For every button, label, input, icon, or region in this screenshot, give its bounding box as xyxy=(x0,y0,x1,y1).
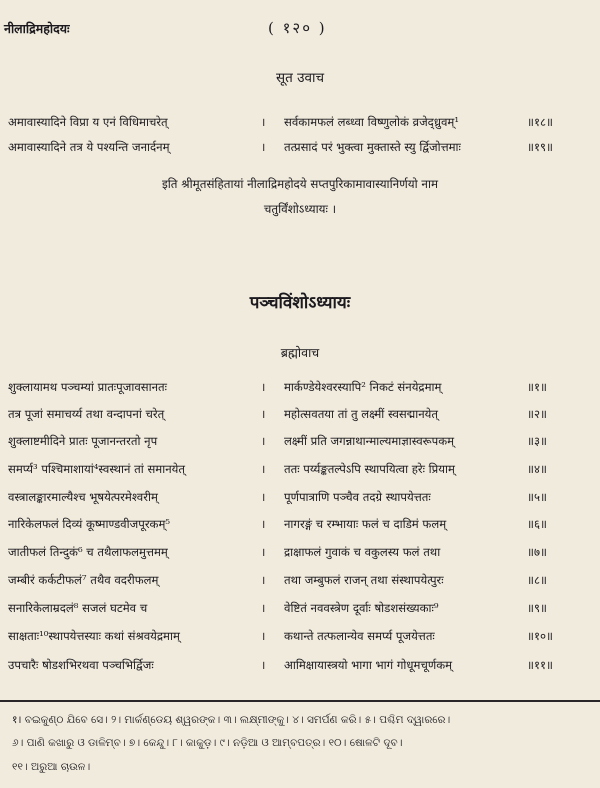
verse-first-half: जातीफलं तिन्दुकं⁶ च तथैलाफलमुत्तमम् xyxy=(8,545,168,559)
verse-danda: । xyxy=(261,545,266,559)
section1-speaker: सूत उवाच xyxy=(275,70,325,86)
footnote-line: १। ବଇକୁଣ୍ଠ ଯିବେ ସେ। ୨। ମାର୍କଣ୍ଡେୟ ଶ୍ୱରଙ୍କ। ୩। ଲକ୍ଷ୍ମୀଙ୍କୁ। ୪। ସମର୍ପଣ କରି। ୫। ପଶ୍ଚିମ ଦ୍ୱାରରେ। xyxy=(12,714,451,726)
verse-line xyxy=(0,434,600,456)
verse-line xyxy=(0,380,600,402)
verse-first-half: अमावास्यादिने विप्रा य एनं विधिमाचरेत् xyxy=(8,115,168,129)
verse-first-half: जम्बीरं कर्कटीफलं⁷ तथैव वदरीफलम् xyxy=(8,573,159,587)
footnote-line: ୧୧। ଅରୁଆ ଚାଉଳ। xyxy=(12,761,91,773)
verse-second-half: तथा जम्बुफलं राजन् तथा संस्थापयेत्पुरः xyxy=(284,573,444,587)
verse-line xyxy=(0,601,600,623)
verse-first-half: नारिकेलफलं दिव्यं कूष्माण्डवीजपूरकम्⁵ xyxy=(8,517,171,531)
verse-line xyxy=(0,115,600,137)
verse-second-half: तत्प्रसादं परं भुक्त्वा मुक्तास्ते स्यु र्द्विजोत्तमाः xyxy=(284,140,461,154)
verse-second-half: लक्ष्मीं प्रति जगन्नाथान्माल्यमाज्ञास्वरूपकम् xyxy=(284,434,455,448)
page-number: ( १२० ) xyxy=(268,19,327,37)
verse-danda: । xyxy=(261,140,266,154)
verse-number: ॥६॥ xyxy=(527,517,547,531)
verse-second-half: पूर्णपात्राणि पञ्चैव तदग्रे स्थापयेत्ततः xyxy=(284,490,431,504)
verse-second-half: वेष्टितं नववस्त्रेण दूर्वाः षोडशसंख्यकाः⁹ xyxy=(284,601,439,615)
verse-danda: । xyxy=(261,517,266,531)
verse-number: ॥५॥ xyxy=(527,490,547,504)
verse-second-half: नागरङ्गं च रम्भायाः फलं च दाडिमं फलम् xyxy=(284,517,447,531)
footnote-line: ୬। ପାଣି କଖାରୁ ଓ ଡାଳିମ୍ବ। ୭। କେନ୍ଦୁ। ୮। କାକୁଡ଼। ୯। ନଡ଼ିଆ ଓ ଆମ୍ବପତ୍ର। ୧୦। ଷୋଳଟି ଦୂବ। xyxy=(12,737,403,749)
verse-second-half: आमिक्षायास्त्रयो भागा भागं गोधूमचूर्णकम् xyxy=(284,658,453,672)
verse-danda: । xyxy=(261,573,266,587)
verse-number: ॥९॥ xyxy=(527,601,547,615)
chapter-title: पञ्चविंशोऽध्यायः xyxy=(249,293,351,313)
verse-line xyxy=(0,490,600,512)
colophon-line: इति श्रीमूतसंहितायां नीलाद्रिमहोदये सप्तपुरिकामावास्यानिर्णयो नाम xyxy=(161,177,439,191)
verse-danda: । xyxy=(261,434,266,448)
verse-danda: । xyxy=(261,407,266,421)
running-head: नीलाद्रिमहोदयः xyxy=(4,21,70,36)
verse-number: ॥१॥ xyxy=(527,380,547,394)
verse-first-half: समर्प्य³ पश्चिमाशायां⁴स्वस्थानं तां समानयेत् xyxy=(8,462,185,476)
verse-first-half: वस्त्रालङ्कारमाल्यैश्च भूषयेत्परमेश्वरीम् xyxy=(8,490,158,504)
verse-second-half: महोत्सवतया तां तु लक्ष्मीं स्वसद्मानयेत् xyxy=(284,407,439,421)
verse-line xyxy=(0,140,600,162)
verse-first-half: तत्र पूजां समाचर्य्य तथा वन्दापनां चरेत् xyxy=(8,407,165,421)
verse-line xyxy=(0,517,600,539)
verse-second-half: कथान्ते तत्फलान्येव समर्प्य पूजयेत्ततः xyxy=(284,629,435,643)
verse-number: ॥४॥ xyxy=(527,462,547,476)
verse-number: ॥११॥ xyxy=(527,658,553,672)
footnote-divider xyxy=(0,700,600,702)
verse-number: ॥१८॥ xyxy=(527,115,553,129)
verse-danda: । xyxy=(261,490,266,504)
verse-number: ॥१०॥ xyxy=(527,629,553,643)
section2-speaker: ब्रह्मोवाच xyxy=(280,345,320,360)
verse-number: ॥१९॥ xyxy=(527,140,553,154)
verse-danda: । xyxy=(261,629,266,643)
verse-danda: । xyxy=(261,115,266,129)
verse-number: ॥२॥ xyxy=(527,407,547,421)
colophon-line: चतुर्विंशोऽध्यायः । xyxy=(263,202,337,216)
verse-first-half: शुक्लायामथ पञ्चम्यां प्रातःपूजावसानतः xyxy=(8,380,168,394)
verse-line xyxy=(0,658,600,680)
verse-line xyxy=(0,629,600,651)
verse-second-half: मार्कण्डेयेश्वरस्यापि² निकटं संनयेद्रमाम् xyxy=(284,380,442,394)
verse-danda: । xyxy=(261,658,266,672)
verse-danda: । xyxy=(261,380,266,394)
page-header xyxy=(0,18,600,44)
verse-first-half: अमावास्यादिने तत्र ये पश्यन्ति जनार्दनम् xyxy=(8,140,170,154)
verse-line xyxy=(0,545,600,567)
verse-line xyxy=(0,573,600,595)
verse-line xyxy=(0,407,600,429)
verse-danda: । xyxy=(261,462,266,476)
verse-second-half: सर्वकामफलं लब्ध्वा विष्णुलोकं व्रजेद्ध्रुवम्¹ xyxy=(284,115,459,129)
verse-number: ॥७॥ xyxy=(527,545,547,559)
verse-second-half: द्राक्षाफलं गुवाकं च वकुलस्य फलं तथा xyxy=(284,545,441,559)
verse-danda: । xyxy=(261,601,266,615)
verse-second-half: ततः पर्य्यङ्कतल्पेऽपि स्थापयित्वा हरेः प्रियाम् xyxy=(284,462,455,476)
verse-number: ॥३॥ xyxy=(527,434,547,448)
verse-first-half: साक्षताः¹⁰स्थापयेत्तस्याः कथां संश्रवयेद्रमाम् xyxy=(8,629,180,643)
verse-number: ॥८॥ xyxy=(527,573,547,587)
verse-first-half: उपचारैः षोडशभिरथवा पञ्चभिर्द्विजः xyxy=(8,658,154,672)
verse-line xyxy=(0,462,600,484)
verse-first-half: शुक्लाष्टमीदिने प्रातः पूजानन्तरतो नृप xyxy=(8,434,158,448)
verse-first-half: सनारिकेलाम्रदलं⁸ सजलं घटमेव च xyxy=(8,601,148,615)
